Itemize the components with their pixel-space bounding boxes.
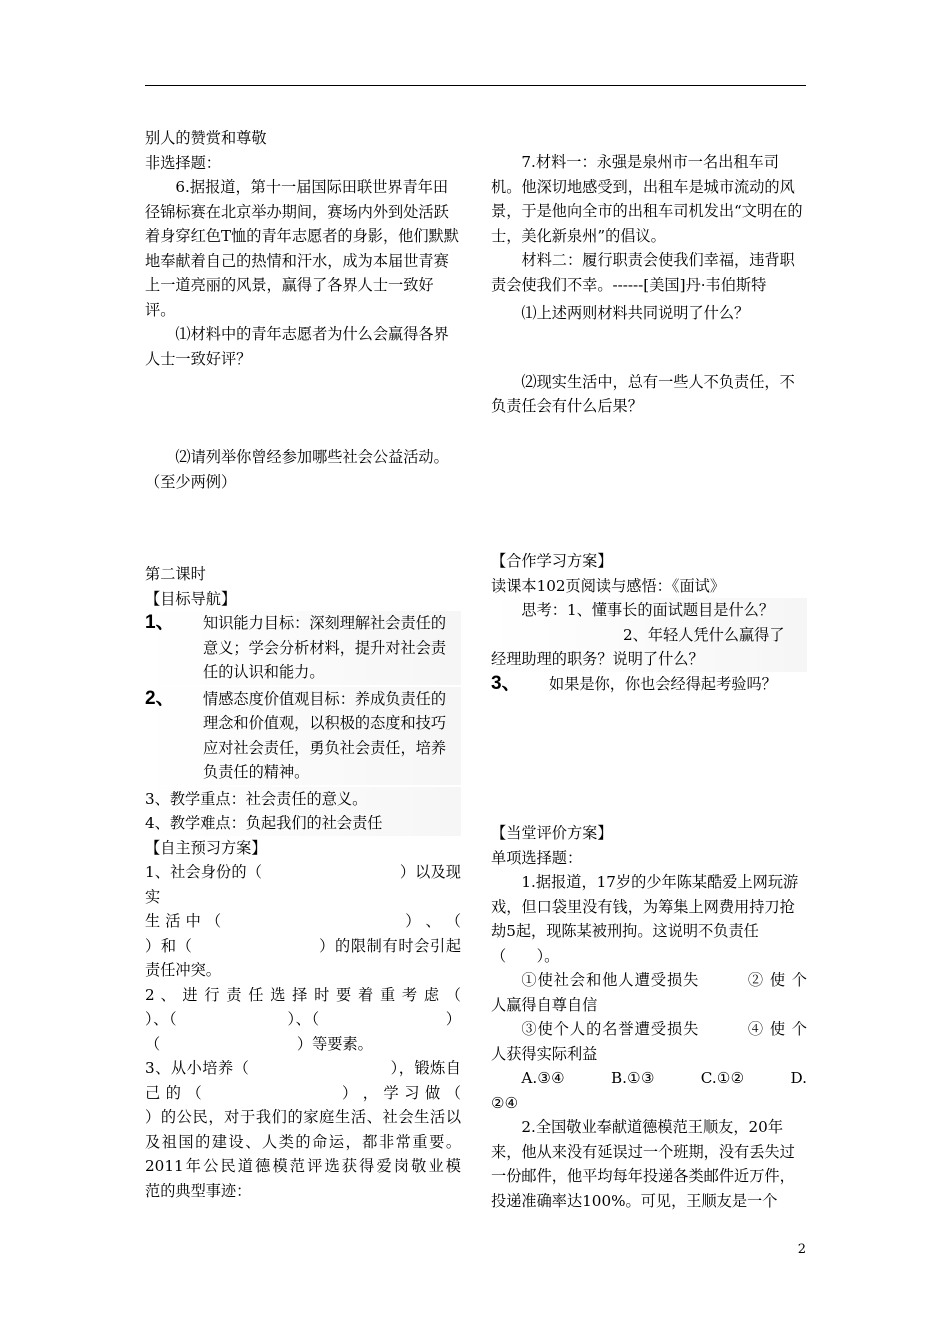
option-line: 人赢得自尊自信: [491, 995, 598, 1014]
preview-line: 责任冲突。: [145, 961, 221, 979]
question-7-sub2: ⑵现实生活中，总有一些人不负责任，不负责任会有什么后果？: [491, 372, 795, 415]
eval-question-1: 1.据报道，17岁的少年陈某酷爱上网玩游戏，但口袋里没有钱，为筹集上网费用持刀抢劫5起，现陈某被刑拘。这说明不负责任（ ）。: [491, 873, 799, 965]
eval-type: 单项选择题：: [491, 848, 583, 867]
goal-header: 【目标导航】: [145, 589, 237, 608]
preview-line: 1、社会身份的（ ）以及现实: [145, 863, 461, 906]
goal-item-4: 4、教学难点：负起我们的社会责任: [145, 811, 461, 836]
preview-line: ）、（ ）、（ ）: [145, 1010, 461, 1028]
question-6-sub2: ⑵请列举你曾经参加哪些社会公益活动。（至少两例）: [145, 448, 449, 491]
preview-line: 2011年公民道德模范评选获得爱岗敬业模: [145, 1157, 461, 1175]
goal-text: 情感态度价值观目标：养成负责任的理念和价值观，以积极的态度和技巧应对社会责任，勇负社会责任，培养负责任的精神。: [203, 689, 446, 781]
eval-header: 【当堂评价方案】: [491, 824, 613, 842]
section-label: 非选择题：: [145, 153, 221, 172]
coop-think-block: [491, 598, 807, 672]
left-column: [145, 126, 461, 1203]
coop-header: 【合作学习方案】: [491, 552, 613, 570]
preview-line: 范的典型事迹：: [145, 1181, 252, 1200]
preview-line: 生 活 中 （ ） 、 （: [145, 912, 461, 930]
right-column-eval: [491, 821, 807, 1213]
coop-think-1: 思考：1、懂事长的面试题目是什么？: [521, 601, 775, 619]
preview-line: 己 的 （ ） ， 学 习 做 （: [145, 1083, 461, 1102]
goal-number: 1、: [145, 612, 175, 633]
option-line: 人获得实际利益: [491, 1044, 598, 1063]
preview-line: （ ）等要素。: [145, 1034, 373, 1053]
coop-reading: 读课本102页阅读与感悟：《面试》: [491, 576, 726, 595]
choice-line: A.③④ B.①③ C.①② D.: [521, 1069, 807, 1087]
eval-question-2: 2.全国敬业奉献道德模范王顺友，20年来，他从来没有延误过一个班期，没有丢失过一份邮件，他平均每年投递各类邮件近万件，投递准确率达100%。可见，王顺友是一个: [491, 1118, 795, 1210]
continuation-text: 别人的赞赏和尊敬: [145, 129, 267, 147]
goal-item-1: [145, 611, 461, 685]
choice-line: ②④: [491, 1093, 519, 1112]
page-number: 2: [797, 1242, 806, 1257]
question-6: 6.据报道，第十一届国际田联世界青年田径锦标赛在北京举办期间，赛场内外到处活跃着身穿红色T恤的青年志愿者的身影，他们默默地奉献着自己的热情和汗水，成为本届世青赛上一道亮丽的风景，赢得了各界人士一致好评。: [145, 178, 459, 319]
option-line: ①使社会和他人遭受损失 ② 使 个: [521, 971, 807, 989]
coop-think-2-cont: 经理助理的职务？说明了什么？: [491, 650, 704, 668]
goal-item-2: [145, 687, 461, 785]
right-column-coop: [491, 549, 807, 696]
header-rule: [145, 85, 806, 86]
question-7-sub1: ⑴上述两则材料共同说明了什么？: [521, 304, 750, 322]
coop-think-2: 2、年轻人凭什么赢得了: [623, 625, 785, 644]
question-7-material-1: 7.材料一：永强是泉州市一名出租车司机。他深切地感受到，出租车是城市流动的风景，于是他向全市的出租车司机发出“文明在的士，美化新泉州”的倡议。: [491, 153, 803, 245]
lesson-title: 第二课时: [145, 565, 206, 583]
goal-text: 知识能力目标：深刻理解社会责任的意义；学会分析材料，提升对社会责任的认识和能力。: [203, 614, 446, 681]
goal-item-3: 3、教学重点：社会责任的意义。: [145, 787, 461, 812]
preview-header: 【自主预习方案】: [145, 838, 267, 857]
preview-line: ）的公民，对于我们的家庭生活、社会生活以: [145, 1108, 461, 1126]
coop-number: 3、: [491, 672, 521, 694]
option-line: ③使个人的名誉遭受损失 ④ 使 个: [521, 1020, 807, 1038]
right-column-top: [491, 150, 807, 419]
coop-question-text: 如果是你，你也会经得起考验吗？: [549, 674, 777, 693]
preview-line: ）和（ ）的限制有时会引起: [145, 936, 461, 955]
question-6-sub1: ⑴材料中的青年志愿者为什么会赢得各界人士一致好评？: [145, 325, 449, 368]
preview-line: 及祖国的建设、人类的命运，都非常重要。: [145, 1132, 461, 1151]
preview-line: 2 、 进 行 责 任 选 择 时 要 着 重 考 虑 （: [145, 985, 461, 1004]
coop-question-3: [491, 672, 807, 697]
preview-line: 3、从小培养（ ），锻炼自: [145, 1059, 461, 1077]
question-7-material-2: 材料二：履行职责会使我们幸福，违背职责会使我们不幸。------[美国]丹·韦伯斯特: [491, 251, 795, 294]
goal-number: 2、: [145, 687, 175, 709]
